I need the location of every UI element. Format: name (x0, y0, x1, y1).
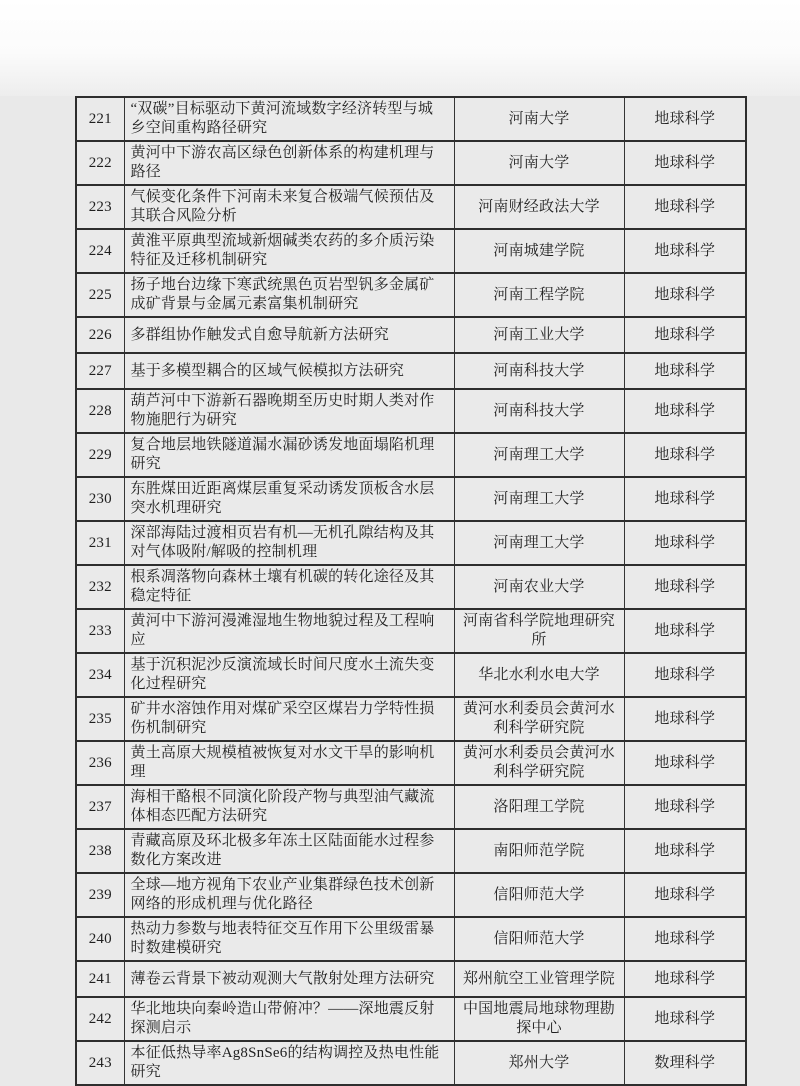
table-row (76, 433, 746, 477)
page-top-margin (0, 0, 800, 96)
table-row (76, 185, 746, 229)
row-number-cell: 236 (76, 741, 124, 785)
row-number-cell: 226 (76, 317, 124, 353)
table-row (76, 521, 746, 565)
institution-cell: 郑州航空工业管理学院 (454, 961, 624, 997)
row-number-cell: 239 (76, 873, 124, 917)
table-row (76, 1041, 746, 1085)
table-row (76, 741, 746, 785)
institution-cell: 河南大学 (454, 97, 624, 141)
project-title-cell: 黄河中下游河漫滩湿地生物地貌过程及工程响应 (124, 609, 454, 653)
table-row (76, 97, 746, 141)
project-title-cell: 全球—地方视角下农业产业集群绿色技术创新网络的形成机理与优化路径 (124, 873, 454, 917)
project-title-cell: 黄淮平原典型流域新烟碱类农药的多介质污染特征及迁移机制研究 (124, 229, 454, 273)
row-number-cell: 231 (76, 521, 124, 565)
table-row (76, 353, 746, 389)
project-title-cell: 气候变化条件下河南未来复合极端气候预估及其联合风险分析 (124, 185, 454, 229)
project-title-cell: 葫芦河中下游新石器晚期至历史时期人类对作物施肥行为研究 (124, 389, 454, 433)
table-row (76, 317, 746, 353)
row-number-cell: 243 (76, 1041, 124, 1085)
row-number-cell: 238 (76, 829, 124, 873)
project-title-cell: 东胜煤田近距离煤层重复采动诱发顶板含水层突水机理研究 (124, 477, 454, 521)
table-row (76, 829, 746, 873)
institution-cell: 河南理工大学 (454, 477, 624, 521)
project-title-cell: 薄卷云背景下被动观测大气散射处理方法研究 (124, 961, 454, 997)
project-title-cell: 黄河中下游农高区绿色创新体系的构建机理与路径 (124, 141, 454, 185)
row-number-cell: 230 (76, 477, 124, 521)
institution-cell: 黄河水利委员会黄河水利科学研究院 (454, 741, 624, 785)
row-number-cell: 234 (76, 653, 124, 697)
row-number-cell: 224 (76, 229, 124, 273)
table-row (76, 389, 746, 433)
row-number-cell: 235 (76, 697, 124, 741)
table-row (76, 697, 746, 741)
row-number-cell: 225 (76, 273, 124, 317)
table-row (76, 141, 746, 185)
row-number-cell: 233 (76, 609, 124, 653)
discipline-cell: 地球科学 (624, 829, 746, 873)
discipline-cell: 地球科学 (624, 229, 746, 273)
project-title-cell: 根系凋落物向森林土壤有机碳的转化途径及其稳定特征 (124, 565, 454, 609)
discipline-cell: 数理科学 (624, 1041, 746, 1085)
discipline-cell: 地球科学 (624, 185, 746, 229)
institution-cell: 河南城建学院 (454, 229, 624, 273)
discipline-cell: 地球科学 (624, 353, 746, 389)
discipline-cell: 地球科学 (624, 433, 746, 477)
discipline-cell: 地球科学 (624, 653, 746, 697)
institution-cell: 河南工程学院 (454, 273, 624, 317)
project-title-cell: 海相干酪根不同演化阶段产物与典型油气藏流体相态匹配方法研究 (124, 785, 454, 829)
discipline-cell: 地球科学 (624, 389, 746, 433)
project-title-cell: 基于沉积泥沙反演流域长时间尺度水土流失变化过程研究 (124, 653, 454, 697)
project-title-cell: 矿井水溶蚀作用对煤矿采空区煤岩力学特性损伤机制研究 (124, 697, 454, 741)
institution-cell: 河南科技大学 (454, 389, 624, 433)
table-row (76, 653, 746, 697)
row-number-cell: 241 (76, 961, 124, 997)
discipline-cell: 地球科学 (624, 273, 746, 317)
row-number-cell: 237 (76, 785, 124, 829)
project-title-cell: 青藏高原及环北极多年冻土区陆面能水过程参数化方案改进 (124, 829, 454, 873)
discipline-cell: 地球科学 (624, 961, 746, 997)
institution-cell: 河南农业大学 (454, 565, 624, 609)
discipline-cell: 地球科学 (624, 997, 746, 1041)
institution-cell: 河南财经政法大学 (454, 185, 624, 229)
project-table-body (76, 97, 746, 1085)
discipline-cell: 地球科学 (624, 609, 746, 653)
table-row (76, 873, 746, 917)
row-number-cell: 232 (76, 565, 124, 609)
project-title-cell: 多群组协作触发式自愈导航新方法研究 (124, 317, 454, 353)
row-number-cell: 223 (76, 185, 124, 229)
project-list-table (75, 96, 747, 1086)
project-title-cell: 深部海陆过渡相页岩有机—无机孔隙结构及其对气体吸附/解吸的控制机理 (124, 521, 454, 565)
project-title-cell: 黄土高原大规模植被恢复对水文干旱的影响机理 (124, 741, 454, 785)
table-row (76, 565, 746, 609)
row-number-cell: 228 (76, 389, 124, 433)
institution-cell: 洛阳理工学院 (454, 785, 624, 829)
institution-cell: 河南大学 (454, 141, 624, 185)
project-title-cell: 复合地层地铁隧道漏水漏砂诱发地面塌陷机理研究 (124, 433, 454, 477)
row-number-cell: 227 (76, 353, 124, 389)
row-number-cell: 221 (76, 97, 124, 141)
table-row (76, 961, 746, 997)
row-number-cell: 242 (76, 997, 124, 1041)
discipline-cell: 地球科学 (624, 785, 746, 829)
institution-cell: 中国地震局地球物理勘探中心 (454, 997, 624, 1041)
project-title-cell: 扬子地台边缘下寒武统黑色页岩型钒多金属矿成矿背景与金属元素富集机制研究 (124, 273, 454, 317)
discipline-cell: 地球科学 (624, 521, 746, 565)
table-row (76, 785, 746, 829)
institution-cell: 华北水利水电大学 (454, 653, 624, 697)
institution-cell: 河南理工大学 (454, 433, 624, 477)
institution-cell: 河南科技大学 (454, 353, 624, 389)
table-row (76, 229, 746, 273)
institution-cell: 河南理工大学 (454, 521, 624, 565)
institution-cell: 黄河水利委员会黄河水利科学研究院 (454, 697, 624, 741)
institution-cell: 信阳师范大学 (454, 917, 624, 961)
project-title-cell: 热动力参数与地表特征交互作用下公里级雷暴时数建模研究 (124, 917, 454, 961)
row-number-cell: 240 (76, 917, 124, 961)
row-number-cell: 222 (76, 141, 124, 185)
project-title-cell: 华北地块向秦岭造山带俯冲？——深地震反射探测启示 (124, 997, 454, 1041)
table-row (76, 917, 746, 961)
table-row (76, 609, 746, 653)
table-row (76, 997, 746, 1041)
institution-cell: 南阳师范学院 (454, 829, 624, 873)
discipline-cell: 地球科学 (624, 97, 746, 141)
discipline-cell: 地球科学 (624, 317, 746, 353)
institution-cell: 河南省科学院地理研究所 (454, 609, 624, 653)
institution-cell: 河南工业大学 (454, 317, 624, 353)
project-title-cell: 基于多模型耦合的区域气候模拟方法研究 (124, 353, 454, 389)
discipline-cell: 地球科学 (624, 917, 746, 961)
discipline-cell: 地球科学 (624, 741, 746, 785)
discipline-cell: 地球科学 (624, 697, 746, 741)
institution-cell: 郑州大学 (454, 1041, 624, 1085)
table-row (76, 477, 746, 521)
discipline-cell: 地球科学 (624, 873, 746, 917)
discipline-cell: 地球科学 (624, 565, 746, 609)
project-title-cell: “双碳”目标驱动下黄河流域数字经济转型与城乡空间重构路径研究 (124, 97, 454, 141)
discipline-cell: 地球科学 (624, 141, 746, 185)
institution-cell: 信阳师范大学 (454, 873, 624, 917)
discipline-cell: 地球科学 (624, 477, 746, 521)
project-title-cell: 本征低热导率Ag8SnSe6的结构调控及热电性能研究 (124, 1041, 454, 1085)
table-row (76, 273, 746, 317)
row-number-cell: 229 (76, 433, 124, 477)
